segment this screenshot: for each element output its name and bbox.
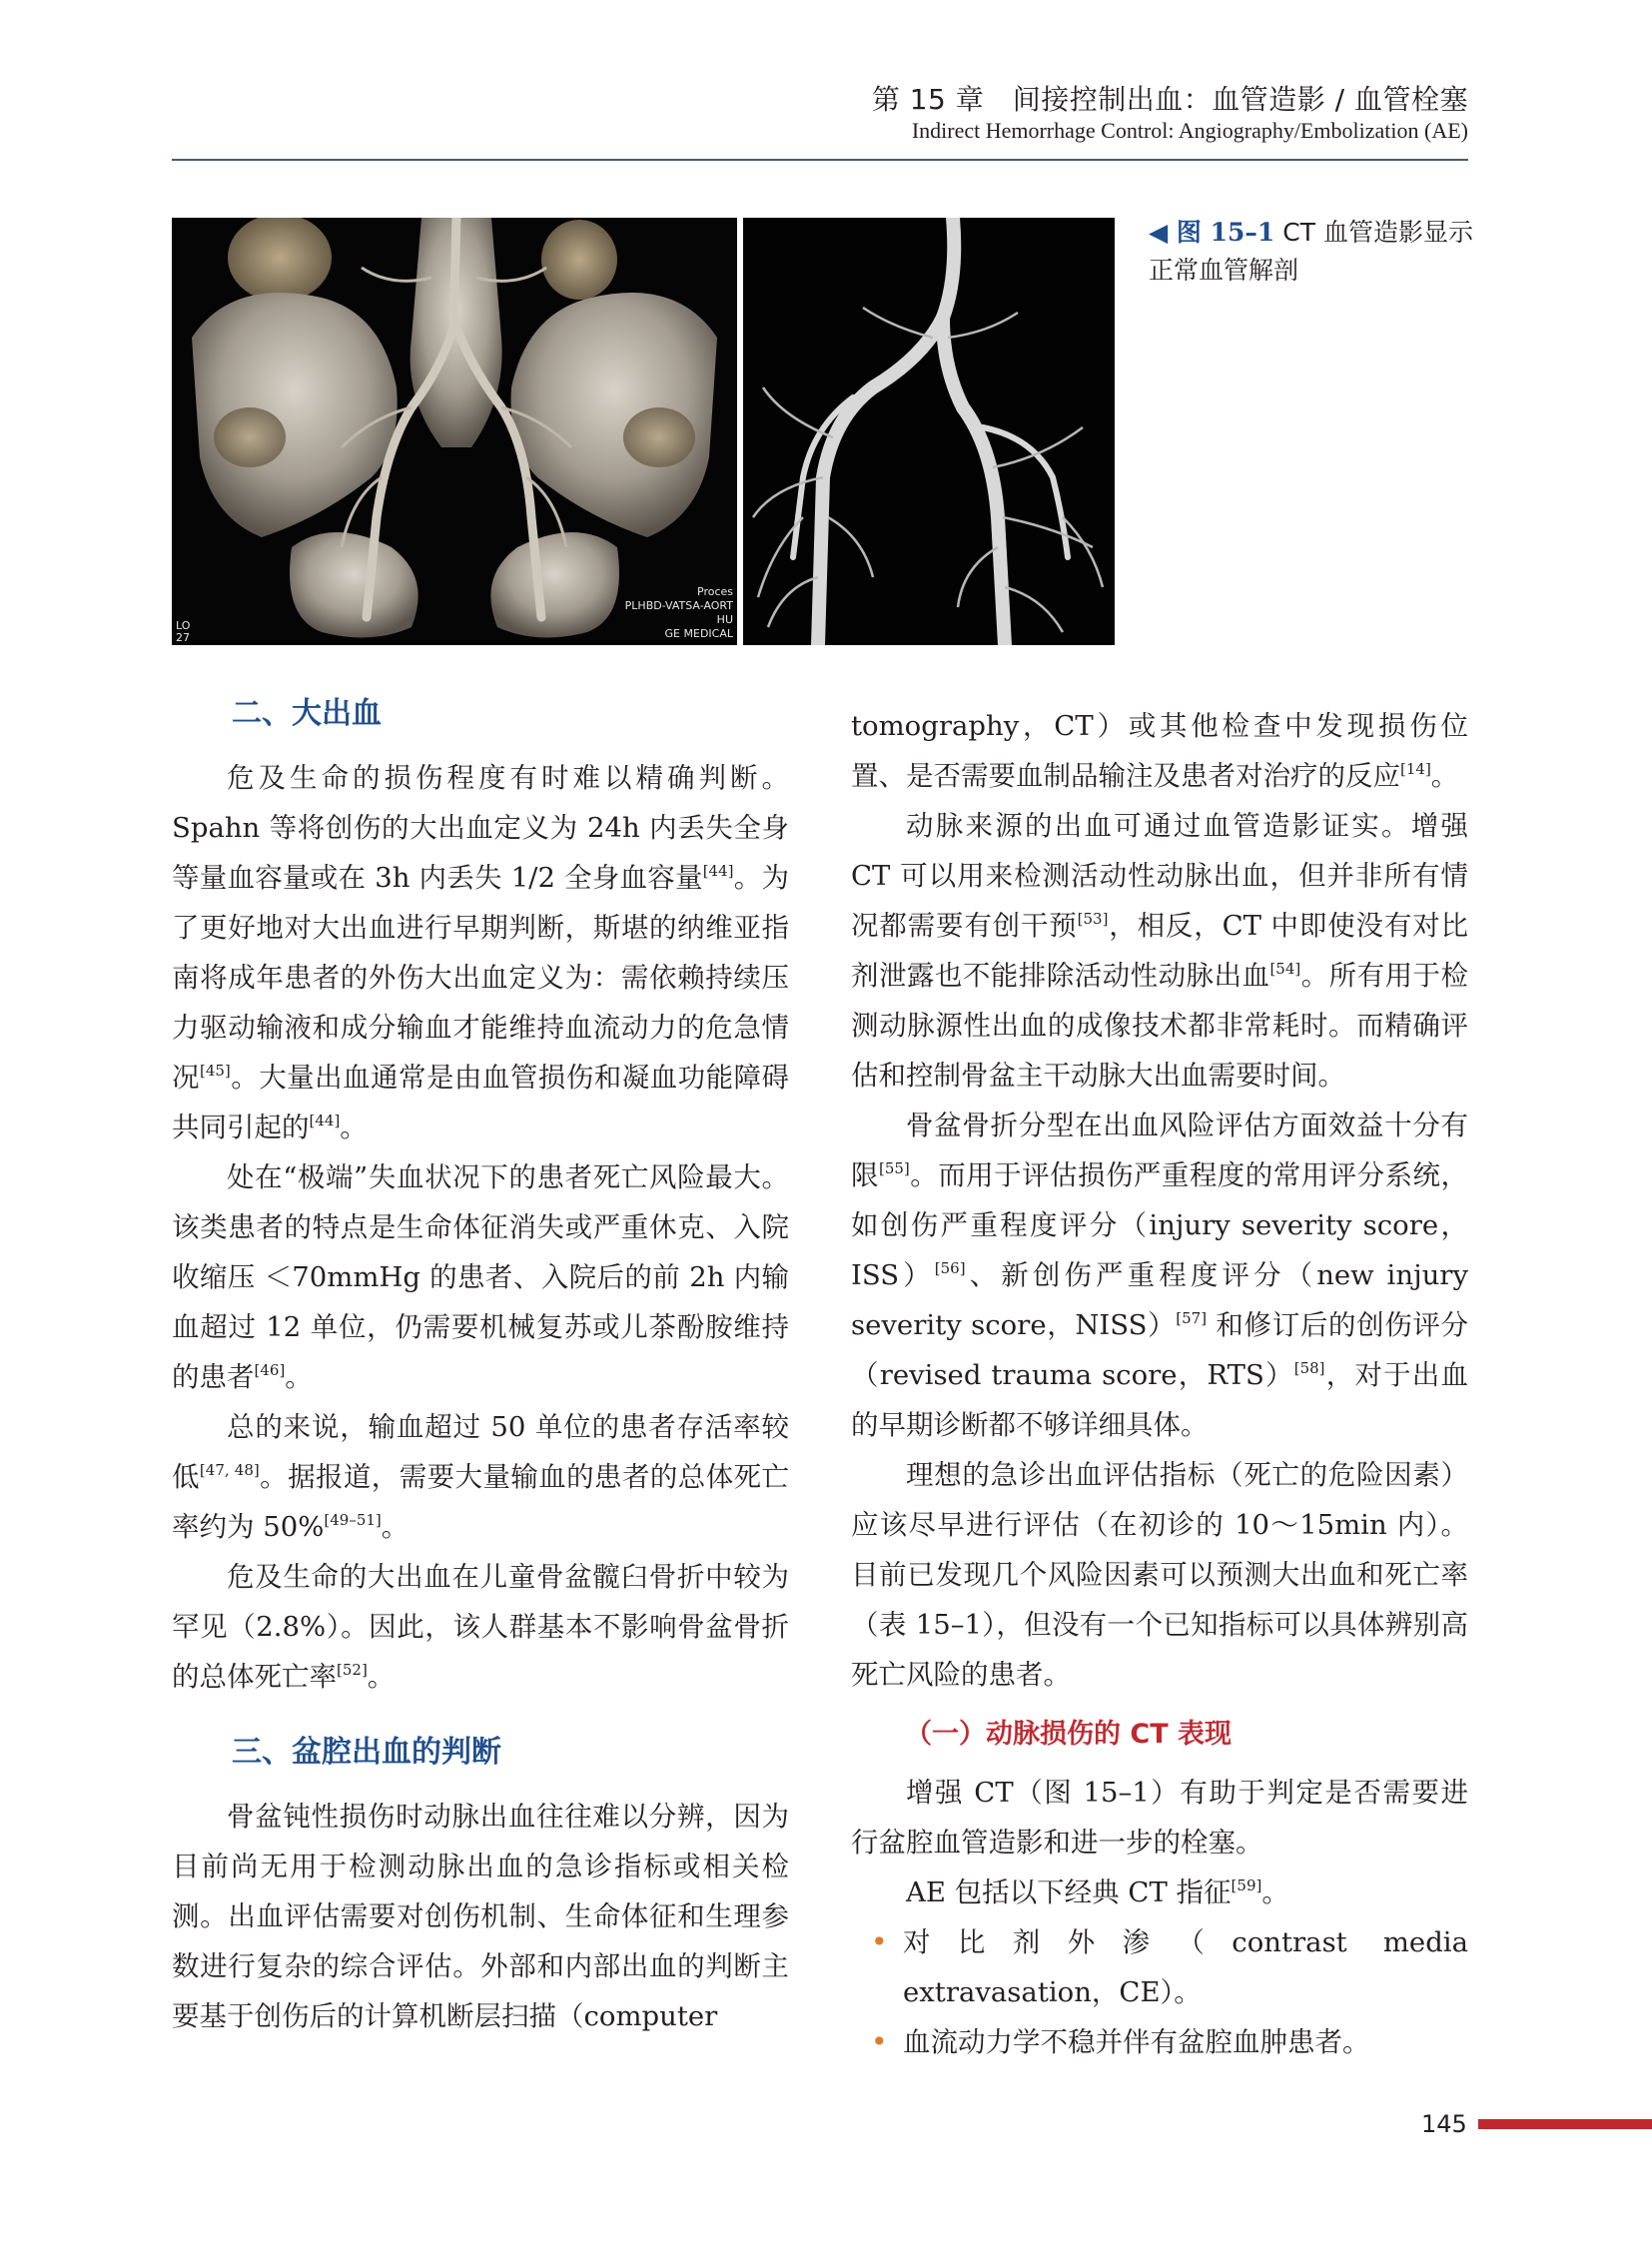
chapter-title-en: Indirect Hemorrhage Control: Angiography/Embolization (AE) — [911, 118, 1468, 143]
paragraph: 骨盆骨折分型在出血风险评估方面效益十分有限[55]。而用于评估损伤严重程度的常用评分系统，如创伤严重程度评分（injury severity score，ISS）[56]、新创伤严重程度评分（new injury severity score，NISS）[57] 和修订后的创伤评分（revised trauma score，RTS）[58]，对于出血的早期诊断都不够详细具体。 — [851, 1110, 1469, 1441]
citation: [46] — [254, 1361, 286, 1379]
left-column — [172, 689, 789, 2041]
page-number: 145 — [1421, 2110, 1467, 2138]
figure-label: ◀ 图 15–1 — [1149, 218, 1275, 247]
paragraph: 骨盆钝性损伤时动脉出血往往难以分辨，因为目前尚无用于检测动脉出血的急诊指标或相关检测。出血评估需要对创伤机制、生命体征和生理参数进行复杂的综合评估。外部和内部出血的判断主要基于创伤后的计算机断层扫描（computer — [172, 1801, 789, 2032]
figure-ct-vessel-image — [743, 218, 1115, 645]
overlay-text-left-1: LO — [176, 619, 191, 632]
citation: [58] — [1293, 1359, 1325, 1377]
header-rule — [172, 159, 1468, 161]
figure-caption — [1149, 214, 1478, 290]
overlay-text-left-2: 27 — [176, 631, 190, 644]
citation: [45] — [199, 1062, 231, 1080]
section-heading-major-hemorrhage: 二、大出血 — [232, 696, 382, 731]
bullet-item: • 血流动力学不稳并伴有盆腔血肿患者。 — [851, 2017, 1468, 2067]
citation: [14] — [1400, 760, 1431, 778]
citation: [53] — [1077, 910, 1109, 928]
paragraph: 总的来说，输血超过 50 单位的患者存活率较低[47, 48]。据报道，需要大量输血的患者的总体死亡率约为 50%[49–51]。 — [172, 1411, 790, 1543]
paragraph: tomography，CT）或其他检查中发现损伤位置、是否需要血制品输注及患者对治疗的反应[14]。 — [851, 710, 1468, 792]
overlay-text-right-3: HU — [716, 613, 733, 626]
figure-caption-text: CT 血管造影显示正常血管解剖 — [1149, 218, 1473, 285]
paragraph: 危及生命的大出血在儿童骨盆髋臼骨折中较为罕见（2.8%）。因此，该人群基本不影响骨盆骨折的总体死亡率[52]。 — [172, 1561, 789, 1693]
paragraph: 处在“极端”失血状况下的患者死亡风险最大。该类患者的特点是生命体征消失或严重休克、入院收缩压 ＜70mmHg 的患者、入院后的前 2h 内输血超过 12 单位，仍需要机械复苏或儿茶酚胺维持的患者[46]。 — [172, 1161, 789, 1393]
citation: [54] — [1269, 960, 1301, 978]
overlay-text-right-4: GE MEDICAL — [664, 627, 733, 640]
overlay-text-right-2: PLHBD-VATSA-AORT — [624, 599, 733, 612]
citation: [52] — [337, 1661, 368, 1679]
subsection-heading-ct-findings: （一）动脉损伤的 CT 表现 — [905, 1719, 1233, 1750]
paragraph: 理想的急诊出血评估指标（死亡的危险因素）应该尽早进行评估（在初诊的 10～15min 内）。目前已发现几个风险因素可以预测大出血和死亡率（表 15–1），但没有一个已知指标可以具体辨别高死亡风险的患者。 — [851, 1459, 1468, 1691]
figure-ct-pelvis-image — [172, 218, 737, 645]
paragraph: 动脉来源的出血可通过血管造影证实。增强 CT 可以用来检测活动性动脉出血，但并非所有情况都需要有创干预[53]，相反，CT 中即使没有对比剂泄露也不能排除活动性动脉出血[54]。所有用于检测动脉源性出血的成像技术都非常耗时。而精确评估和控制骨盆主干动脉大出血需要时间。 — [851, 810, 1469, 1092]
bullet-dot-icon: • — [871, 2025, 888, 2058]
overlay-text-right-1: Proces — [697, 585, 733, 598]
paragraph: 危及生命的损伤程度有时难以精确判断。Spahn 等将创伤的大出血定义为 24h 内丢失全身等量血容量或在 3h 内丢失 1/2 全身血容量[44]。为了更好地对大出血进行早期判断，斯堪的纳维亚指南将成年患者的外伤大出血定义为：需依赖持续压力驱动输液和成分输血才能维持血流动力的危急情况[45]。大量出血通常是由血管损伤和凝血功能障碍共同引起的[44]。 — [172, 762, 790, 1143]
citation: [49–51] — [324, 1511, 382, 1529]
bullet-dot-icon: • — [871, 1925, 888, 1958]
citation: [44] — [702, 862, 734, 880]
citation: [55] — [878, 1159, 910, 1177]
right-column — [851, 701, 1468, 2067]
citation: [47, 48] — [199, 1461, 260, 1479]
page-number-bar — [1478, 2119, 1652, 2129]
paragraph: 增强 CT（图 15–1）有助于判定是否需要进行盆腔血管造影和进一步的栓塞。 — [851, 1777, 1468, 1859]
citation: [59] — [1231, 1876, 1262, 1894]
section-heading-pelvic-bleeding: 三、盆腔出血的判断 — [232, 1735, 501, 1770]
citation: [44] — [309, 1112, 341, 1129]
citation: [57] — [1176, 1309, 1208, 1327]
bullet-item: • 对比剂外渗（contrast media extravasation，CE）。 — [851, 1917, 1468, 2017]
citation: [56] — [934, 1259, 966, 1277]
chapter-title-zh: 第 15 章 间接控制出血：血管造影 / 血管栓塞 — [871, 83, 1468, 116]
paragraph: AE 包括以下经典 CT 指征[59]。 — [906, 1876, 1289, 1908]
